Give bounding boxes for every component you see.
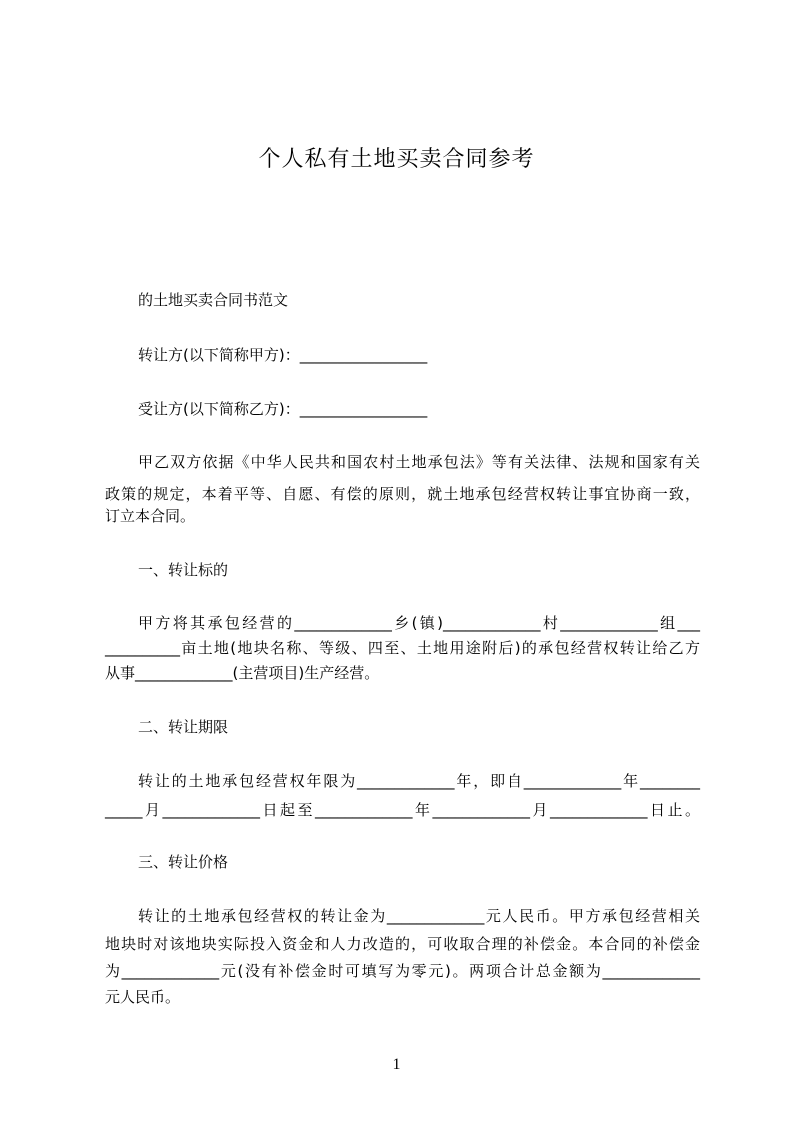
section-3-line: 为_____________元(没有补偿金时可填写为零元)。两项合计总金额为_____________	[105, 962, 700, 980]
section-2-line: _____月_____________日起至_____________年_____________月_____________日止。	[105, 801, 700, 819]
section-1-line: 甲方将其承包经营的_____________乡(镇)_____________村_____________组___	[138, 614, 700, 632]
intro-line: 政策的规定，本着平等、自愿、有偿的原则，就土地承包经营权转让事宜协商一致，	[105, 485, 700, 503]
section-3-line: 元人民币。	[105, 988, 181, 1006]
section-1-line: __________亩土地(地块名称、等级、四至、土地用途附后)的承包经营权转让给乙方	[105, 639, 700, 657]
section-3-heading: 三、转让价格	[138, 853, 229, 871]
party-b-field: 受让方(以下简称乙方)：_________________	[138, 400, 428, 418]
section-2-heading: 二、转让期限	[138, 718, 229, 736]
intro-line: 甲乙双方依据《中华人民共和国农村土地承包法》等有关法律、法规和国家有关	[138, 453, 700, 471]
page-number: 1	[392, 1056, 401, 1073]
party-a-field: 转让方(以下简称甲方)：_________________	[138, 346, 428, 364]
section-1-heading: 一、转让标的	[138, 561, 229, 579]
section-3-line: 转让的土地承包经营权的转让金为_____________元人民币。甲方承包经营相关	[138, 907, 700, 925]
intro-line: 订立本合同。	[105, 507, 196, 525]
section-2-line: 转让的土地承包经营权年限为_____________年，即自_____________年________	[138, 772, 700, 790]
subtitle: 的土地买卖合同书范文	[138, 291, 289, 309]
section-1-line: 从事_____________(主营项目)生产经营。	[105, 664, 380, 682]
section-3-line: 地块时对该地块实际投入资金和人力改造的，可收取合理的补偿金。本合同的补偿金	[105, 935, 700, 953]
document-title: 个人私有土地买卖合同参考	[258, 147, 535, 172]
